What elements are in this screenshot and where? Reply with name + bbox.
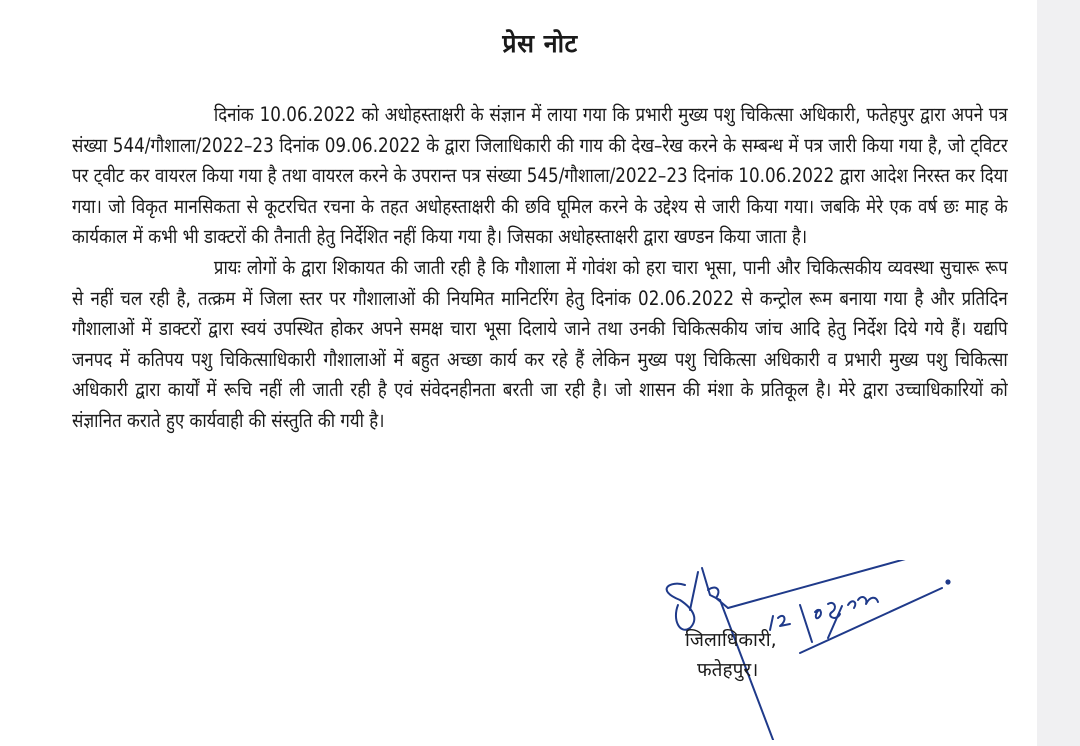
- document-body: [72, 100, 1008, 437]
- paragraph-2: प्रायः लोगों के द्वारा शिकायत की जाती रही है कि गौशाला में गोवंश को हरा चारा भूसा, पानी और चिकित्सकीय व्यवस्था सुचारू रूप से नहीं चल रही है, तत्क्रम में जिला स्तर पर गौशालाओं की नियमित मानिटरिंग हेतु दिनांक 02.06.2022 से कन्ट्रोल रूम बनाया गया है और प्रतिदिन गौशालाओं में डाक्टरों द्वारा स्वयं उपस्थित होकर अपने समक्ष चारा भूसा दिलाये जाने तथा उनकी चिकित्सकीय जांच आदि हेतु निर्देश दिये गये हैं। यद्यपि जनपद में कतिपय पशु चिकित्साधिकारी गौशालाओं में बहुत अच्छा कार्य कर रहे हैं लेकिन मुख्य पशु चिकित्सा अधिकारी व प्रभारी मुख्य पशु चिकित्सा अधिकारी द्वारा कार्यों में रूचि नहीं ली जाती रही है एवं संवेदनहीनता बरती जा रही है। जो शासन की मंशा के प्रतिकूल है। मेरे द्वारा उच्चाधिकारियों को संज्ञानित कराते हुए कार्यवाही की संस्तुति की गयी है।: [72, 255, 1008, 432]
- signatory-location: फतेहपुर।: [697, 659, 759, 681]
- signatory-block: [685, 625, 777, 685]
- paragraph-1: दिनांक 10.06.2022 को अधोहस्ताक्षरी के संज्ञान में लाया गया कि प्रभारी मुख्य पशु चिकित्सा अधिकारी, फतेहपुर द्वारा अपने पत्र संख्या 544/गौशाला/2022–23 दिनांक 09.06.2022 के द्वारा जिलाधिकारी की गाय की देख–रेख करने के सम्बन्ध में पत्र जारी किया गया है, जो ट्विटर पर ट्वीट कर वायरल किया गया है तथा वायरल करने के उपरान्त पत्र संख्या 545/गौशाला/2022–23 दिनांक 10.06.2022 द्वारा आदेश निरस्त कर दिया गया। जो विकृत मानसिकता से कूटरचित रचना के तहत अधोहस्ताक्षरी की छवि घूमिल करने के उद्देश्य से जारी किया गया। जबकि मेरे एक वर्ष छः माह के कार्यकाल में कभी भी डाक्टरों की तैनाती हेतु निर्देशित नहीं किया गया है। जिसका अधोहस्ताक्षरी द्वारा खण्डन किया जाता है।: [72, 103, 1008, 249]
- side-margin: [1037, 0, 1080, 746]
- page-title: प्रेस नोट: [502, 29, 578, 58]
- signatory-designation: जिलाधिकारी,: [685, 629, 777, 651]
